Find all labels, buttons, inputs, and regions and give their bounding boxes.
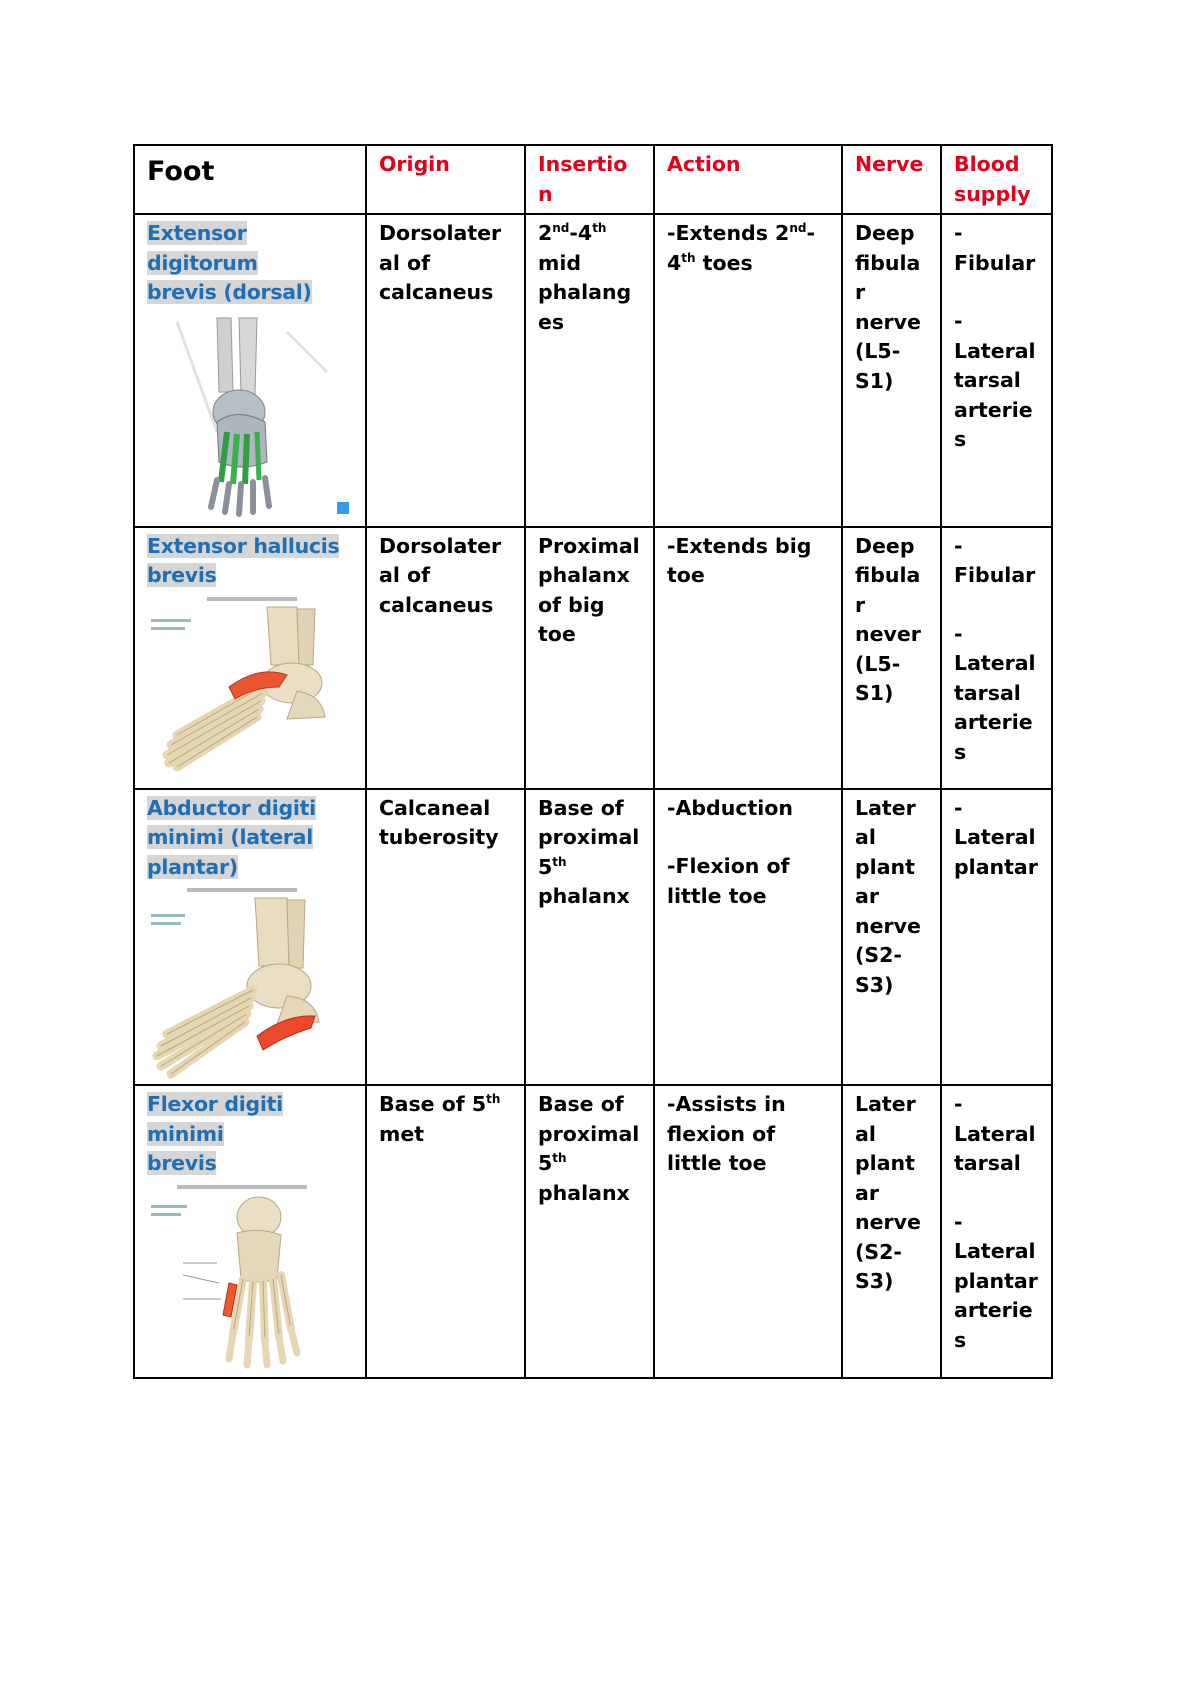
- foot-muscles-table: [133, 144, 1053, 1379]
- foot-dorsal-illustration: [147, 312, 352, 522]
- origin-cell: Dorsolateral of calcaneus: [366, 214, 525, 527]
- table-row: [134, 1085, 1052, 1378]
- insertion-cell: Proximal phalanx of big toe: [525, 527, 654, 789]
- header-origin: Origin: [379, 152, 450, 176]
- header-nerve: Nerve: [855, 152, 924, 176]
- origin-cell: Calcaneal tuberosity: [366, 789, 525, 1086]
- muscle-cell: [134, 1085, 366, 1378]
- foot-lateral-illustration: [147, 595, 352, 775]
- origin-cell: Base of 5th met: [366, 1085, 525, 1378]
- origin-cell: Dorsolateral of calcaneus: [366, 527, 525, 789]
- nerve-cell: Lateral plantar nerve (S2-S3): [842, 789, 941, 1086]
- table-row: [134, 214, 1052, 527]
- muscle-name: Extensor digitorum brevis (dorsal): [147, 221, 312, 304]
- muscle-cell: [134, 789, 366, 1086]
- nerve-cell: Deep fibular never (L5-S1): [842, 527, 941, 789]
- foot-plantar-illustration: [147, 1183, 352, 1373]
- blood-supply-cell: -Fibular -Lateral tarsal arteries: [941, 214, 1052, 527]
- table-row: [134, 527, 1052, 789]
- foot-lateral-plantar-illustration: [147, 886, 352, 1080]
- header-insertion: Insertion: [538, 152, 628, 206]
- header-row: [134, 145, 1052, 214]
- action-cell: -Assists in flexion of little toe: [654, 1085, 842, 1378]
- insertion-cell: Base of proximal 5th phalanx: [525, 789, 654, 1086]
- insertion-cell: 2nd-4th mid phalanges: [525, 214, 654, 527]
- muscle-cell: [134, 527, 366, 789]
- header-blood-supply: Blood supply: [954, 152, 1031, 206]
- table-title: Foot: [134, 145, 366, 214]
- muscle-cell: [134, 214, 366, 527]
- action-cell: -Extends big toe: [654, 527, 842, 789]
- muscle-name: Flexor digiti minimi brevis: [147, 1092, 283, 1175]
- nerve-cell: Lateral plantar nerve (S2-S3): [842, 1085, 941, 1378]
- muscle-name: Extensor hallucis brevis: [147, 533, 340, 587]
- muscle-name: Abductor digiti minimi (lateral plantar): [147, 795, 316, 879]
- action-cell: -Abduction -Flexion of little toe: [654, 789, 842, 1086]
- nerve-cell: Deep fibular nerve (L5-S1): [842, 214, 941, 527]
- action-cell: -Extends 2nd-4th toes: [654, 214, 842, 527]
- blood-supply-cell: -Lateral plantar: [941, 789, 1052, 1086]
- blood-supply-cell: -Fibular -Lateral tarsal arteries: [941, 527, 1052, 789]
- insertion-cell: Base of proximal 5th phalanx: [525, 1085, 654, 1378]
- blood-supply-cell: -Lateral tarsal -Lateral plantar arteries: [941, 1085, 1052, 1378]
- header-action: Action: [667, 152, 741, 176]
- table-row: [134, 789, 1052, 1086]
